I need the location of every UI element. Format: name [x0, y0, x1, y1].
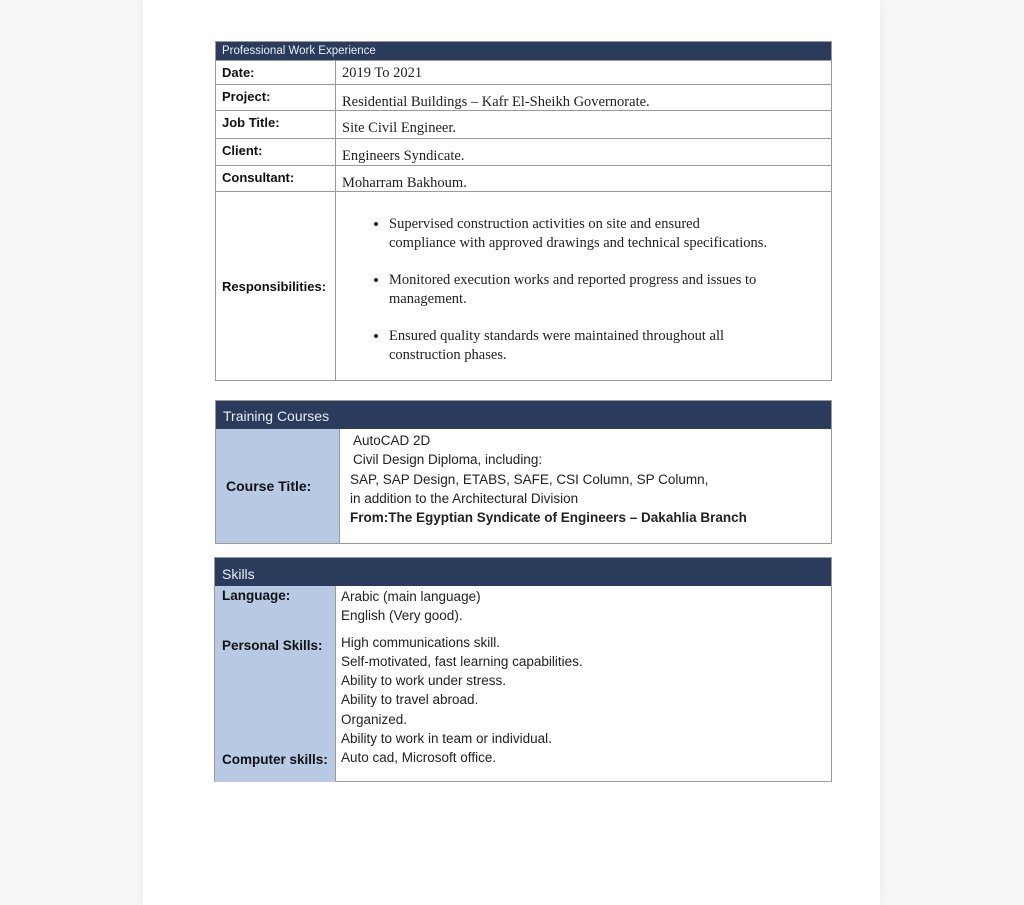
client-value: Engineers Syndicate. [342, 148, 465, 164]
job-title-label: Job Title: [216, 111, 336, 138]
language-item: Arabic (main language) [341, 589, 481, 604]
skills-value-column [336, 586, 831, 782]
project-label: Project: [216, 85, 336, 110]
course-line: SAP, SAP Design, ETABS, SAFE, CSI Column, SP Column, [350, 471, 709, 487]
responsibilities-list-cell [336, 192, 831, 380]
course-line: Civil Design Diploma, including: [353, 452, 543, 468]
computer-skills-label: Computer skills: [222, 752, 328, 767]
work-experience-table [215, 41, 832, 381]
consultant-value: Moharram Bakhoum. [342, 175, 467, 191]
personal-skills-label: Personal Skills: [222, 638, 323, 653]
course-source: From:The Egyptian Syndicate of Engineers – Dakahlia Branch [350, 510, 747, 526]
table-row [216, 84, 831, 110]
client-label: Client: [216, 139, 336, 165]
computer-skills-value: Auto cad, Microsoft office. [341, 750, 497, 766]
skills-label-column [215, 586, 336, 782]
table-row [216, 138, 831, 165]
table-row [216, 191, 831, 380]
personal-skill-item: Organized. [341, 711, 408, 727]
project-value: Residential Buildings – Kafr El-Sheikh Governorate. [342, 94, 650, 110]
personal-skill-item: Self-motivated, fast learning capabilities. [341, 653, 583, 669]
language-label: Language: [222, 588, 291, 603]
personal-skill-item: Ability to work in team or individual. [341, 731, 552, 747]
table-row [216, 165, 831, 191]
list-item: • Monitored execution works and reported progress and issues to management. [389, 271, 769, 308]
course-line: in addition to the Architectural Division [350, 490, 579, 506]
job-title-value: Site Civil Engineer. [342, 120, 456, 136]
date-value: 2019 To 2021 [342, 65, 423, 81]
table-row [216, 60, 831, 84]
list-item: • Supervised construction activities on site and ensured compliance with approved drawings and technical specifications. [389, 215, 769, 252]
date-label: Date: [216, 61, 336, 84]
skills-table [214, 557, 832, 782]
consultant-label: Consultant: [216, 166, 336, 191]
personal-skill-item: High communications skill. [341, 634, 501, 650]
course-title-value [340, 429, 831, 543]
responsibilities-label: Responsibilities: [216, 192, 336, 380]
training-courses-header: Training Courses [216, 401, 831, 429]
personal-skill-item: Ability to work under stress. [341, 673, 507, 689]
responsibilities-list [342, 196, 825, 364]
personal-skill-item: Ability to travel abroad. [341, 692, 479, 708]
training-courses-table [215, 400, 832, 544]
work-experience-header: Professional Work Experience [216, 42, 831, 60]
list-item: • Ensured quality standards were maintained throughout all construction phases. [389, 327, 769, 364]
course-title-label: Course Title: [216, 429, 340, 543]
course-line: AutoCAD 2D [353, 433, 431, 448]
skills-header: Skills [215, 558, 831, 586]
table-row [216, 110, 831, 138]
language-item: English (Very good). [341, 608, 463, 624]
